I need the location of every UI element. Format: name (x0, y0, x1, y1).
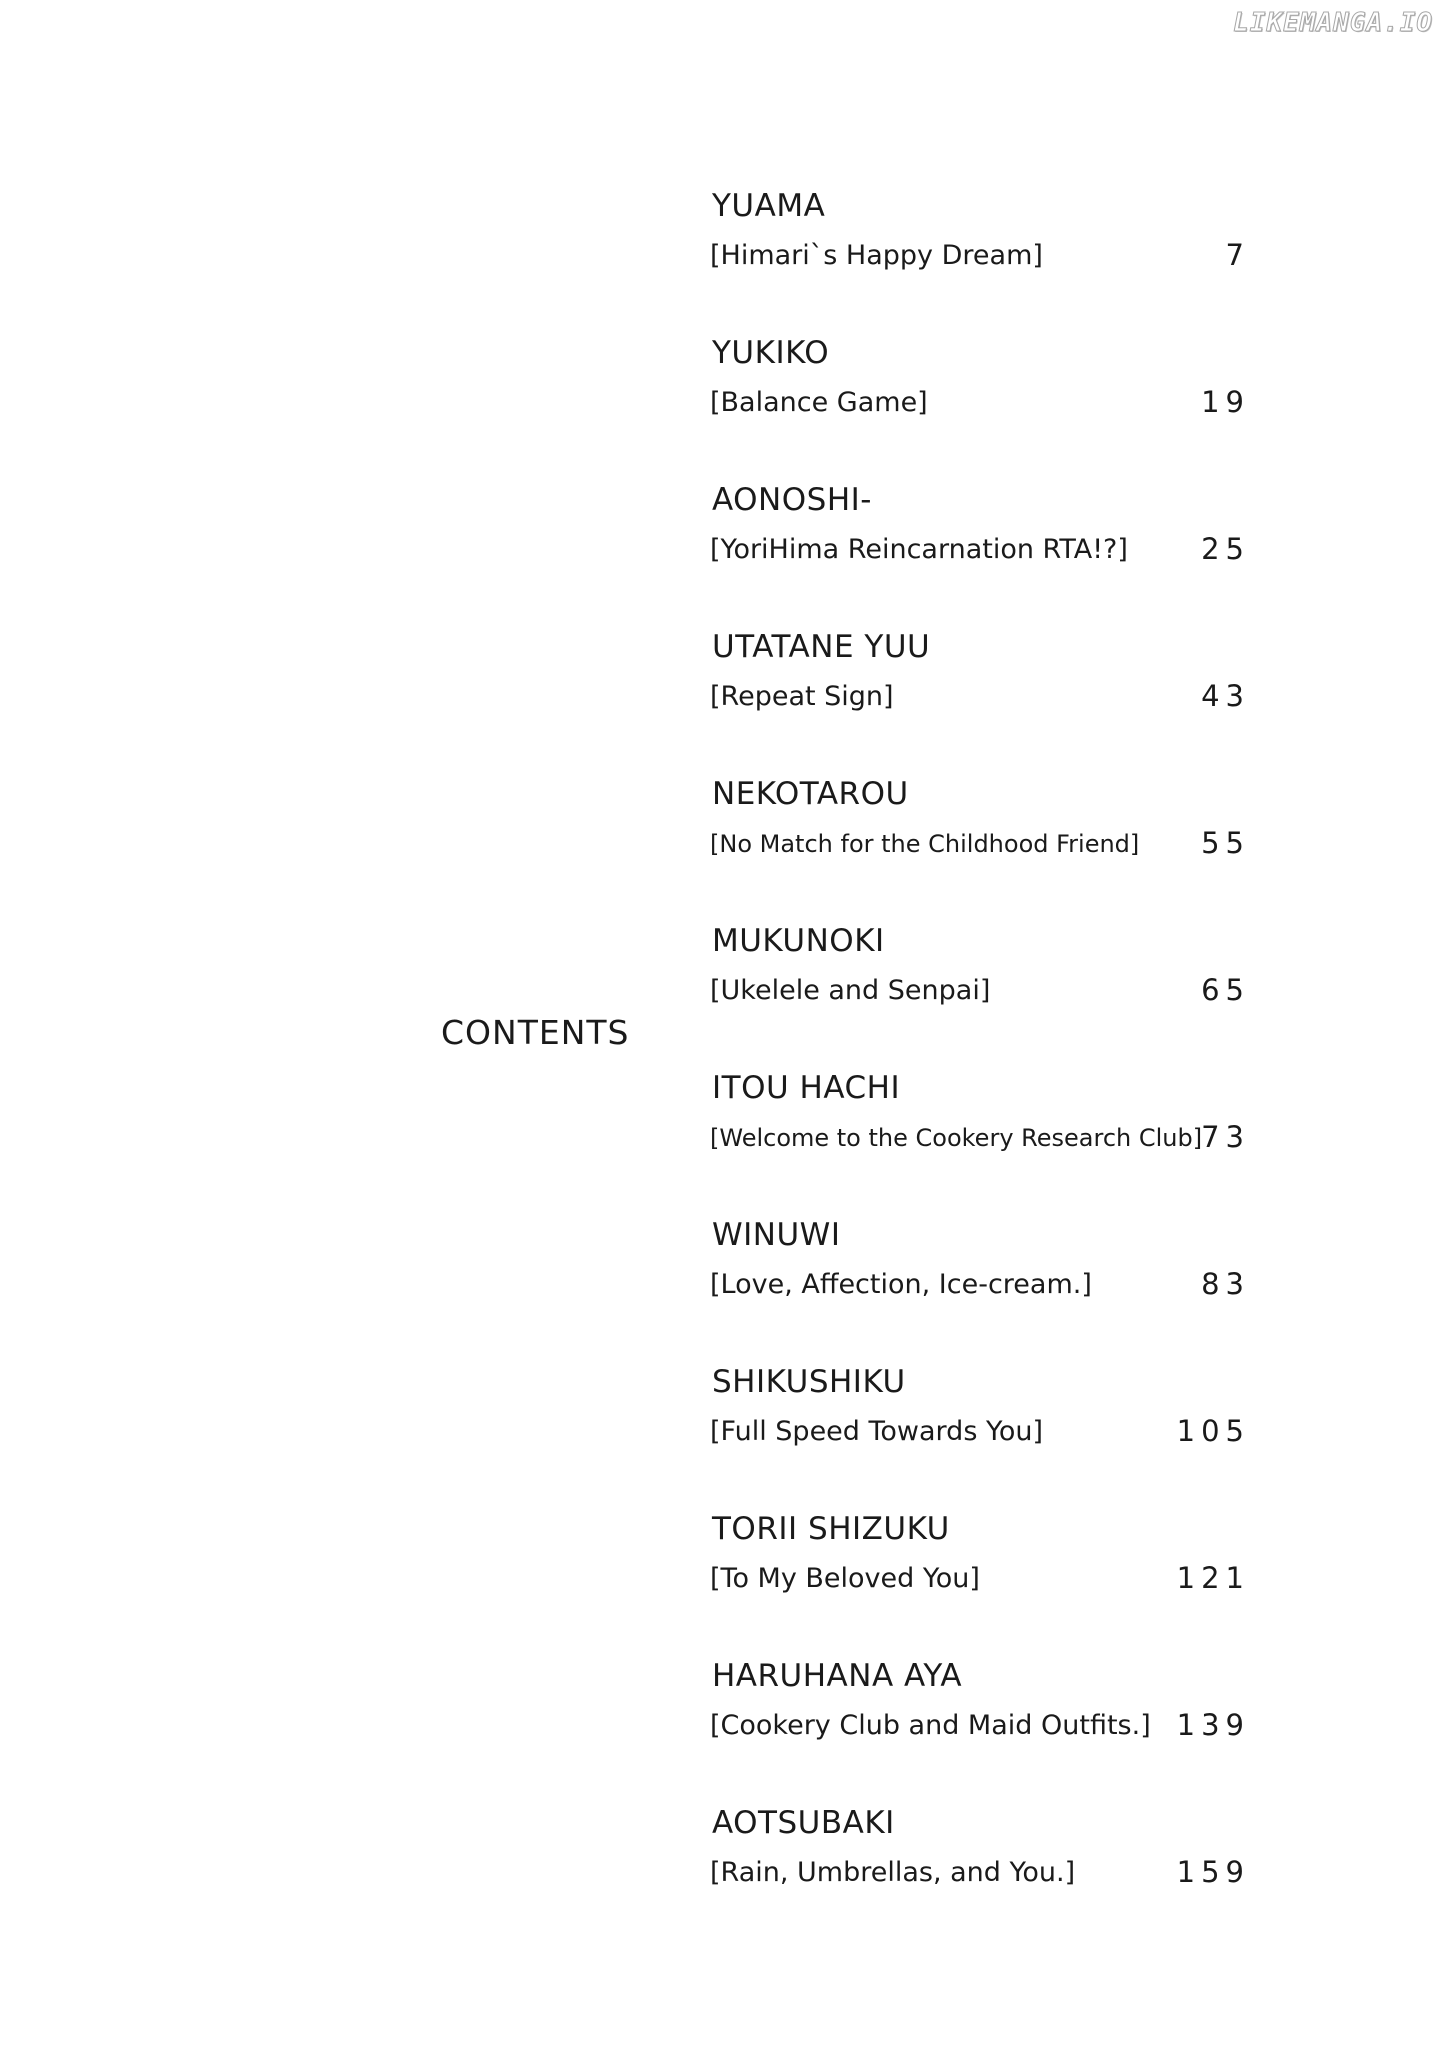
toc-story-title: [YoriHima Reincarnation RTA!?] (710, 534, 1128, 565)
toc-story-title: [Love, Affection, Ice-cream.] (710, 1269, 1092, 1300)
toc-story-title: [Welcome to the Cookery Research Club] (710, 1124, 1203, 1152)
toc-story-title: [Himari`s Happy Dream] (710, 240, 1043, 271)
toc-author: SHIKUSHIKU (712, 1364, 906, 1400)
toc-story-title: [Rain, Umbrellas, and You.] (710, 1857, 1076, 1888)
toc-entry (710, 1211, 1250, 1358)
toc-story-title: [To My Beloved You] (710, 1563, 980, 1594)
toc-page-number: 43 (1201, 679, 1250, 713)
table-of-contents (710, 182, 1250, 1946)
toc-page-number: 83 (1201, 1267, 1250, 1301)
toc-author: NEKOTAROU (712, 776, 909, 812)
toc-story-title: [Cookery Club and Maid Outfits.] (710, 1710, 1151, 1741)
toc-page-number: 159 (1176, 1855, 1250, 1889)
toc-entry (710, 1064, 1250, 1211)
toc-author: UTATANE YUU (712, 629, 931, 665)
toc-author: MUKUNOKI (712, 923, 885, 959)
toc-page-number: 7 (1225, 238, 1250, 272)
toc-entry (710, 1358, 1250, 1505)
toc-entry (710, 1652, 1250, 1799)
toc-page-number: 105 (1176, 1414, 1250, 1448)
toc-author: TORII SHIZUKU (712, 1511, 950, 1547)
toc-author: YUAMA (712, 188, 826, 224)
toc-story-title: [No Match for the Childhood Friend] (710, 830, 1140, 858)
toc-author: ITOU HACHI (712, 1070, 901, 1106)
toc-entry (710, 623, 1250, 770)
toc-author: YUKIKO (712, 335, 830, 371)
toc-page-number: 19 (1201, 385, 1250, 419)
toc-story-title: [Repeat Sign] (710, 681, 894, 712)
toc-entry (710, 1505, 1250, 1652)
toc-story-title: [Ukelele and Senpai] (710, 975, 991, 1006)
site-watermark: LIKEMANGA.IO (1233, 8, 1433, 38)
toc-page-number: 65 (1201, 973, 1250, 1007)
toc-page-number: 73 (1201, 1120, 1250, 1154)
toc-page-number: 121 (1176, 1561, 1250, 1595)
toc-page-number: 139 (1176, 1708, 1250, 1742)
toc-story-title: [Balance Game] (710, 387, 928, 418)
toc-entry (710, 1799, 1250, 1946)
toc-entry (710, 917, 1250, 1064)
toc-page-number: 25 (1201, 532, 1250, 566)
toc-story-title: [Full Speed Towards You] (710, 1416, 1044, 1447)
toc-entry (710, 476, 1250, 623)
toc-author: WINUWI (712, 1217, 841, 1253)
toc-page-number: 55 (1201, 826, 1250, 860)
toc-entry (710, 770, 1250, 917)
toc-author: HARUHANA AYA (712, 1658, 963, 1694)
toc-author: AONOSHI- (712, 482, 872, 518)
toc-entry (710, 182, 1250, 329)
toc-entry (710, 329, 1250, 476)
toc-author: AOTSUBAKI (712, 1805, 895, 1841)
contents-heading: CONTENTS (441, 1013, 630, 1052)
